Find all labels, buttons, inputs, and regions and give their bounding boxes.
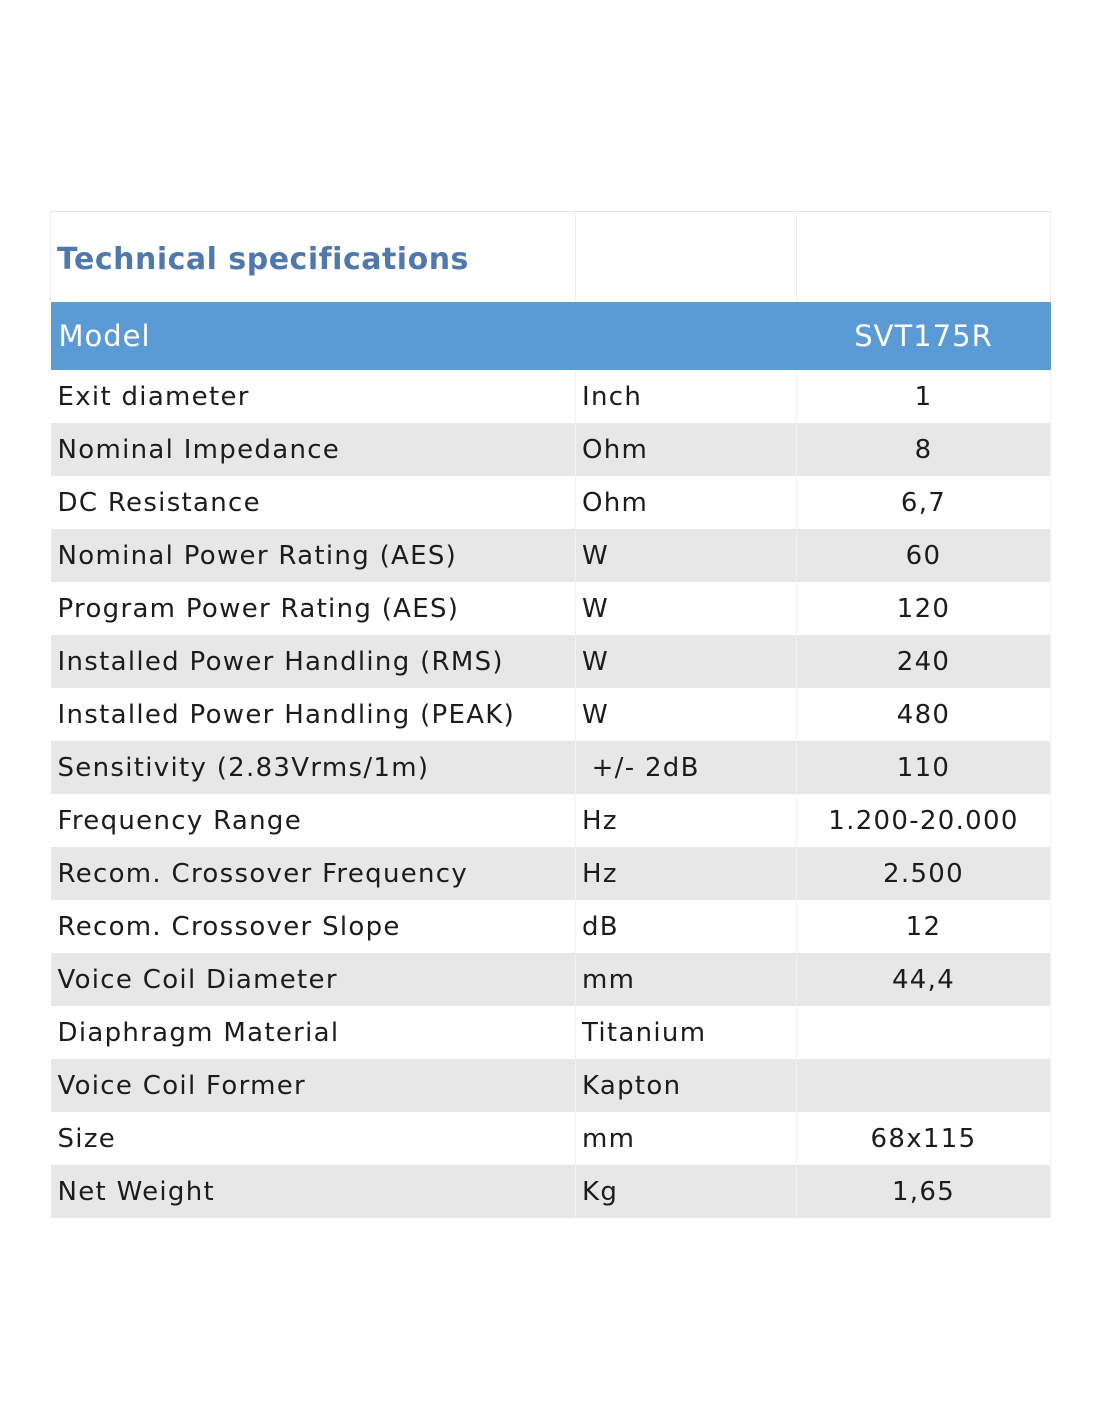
parameter-unit	[576, 1112, 797, 1165]
unit-text: Kapton	[582, 1070, 682, 1101]
parameter-value: 2.500	[797, 847, 1051, 900]
parameter-name: Program Power Rating (AES)	[51, 582, 576, 635]
table-row	[51, 529, 1051, 582]
parameter-value: 6,7	[797, 476, 1051, 529]
parameter-unit	[576, 529, 797, 582]
table-row	[51, 582, 1051, 635]
unit-text: W	[582, 540, 610, 571]
parameter-name: Sensitivity (2.83Vrms/1m)	[51, 741, 576, 794]
parameter-name: Installed Power Handling (PEAK)	[51, 688, 576, 741]
parameter-unit	[576, 582, 797, 635]
parameter-unit	[576, 370, 797, 423]
parameter-value: 1,65	[797, 1165, 1051, 1218]
table-row	[51, 900, 1051, 953]
unit-text: mm	[582, 964, 636, 995]
parameter-name: Frequency Range	[51, 794, 576, 847]
parameter-value: 480	[797, 688, 1051, 741]
table-row	[51, 370, 1051, 423]
parameter-name: Nominal Power Rating (AES)	[51, 529, 576, 582]
table-row	[51, 741, 1051, 794]
parameter-unit	[576, 688, 797, 741]
parameter-unit	[576, 1165, 797, 1218]
parameter-unit	[576, 1059, 797, 1112]
table-row	[51, 635, 1051, 688]
parameter-value: 60	[797, 529, 1051, 582]
unit-text: W	[582, 646, 610, 677]
unit-text: +/- 2dB	[582, 752, 700, 783]
parameter-value	[797, 1059, 1051, 1112]
parameter-value	[797, 1006, 1051, 1059]
spec-table	[50, 211, 1051, 1218]
parameter-name: Nominal Impedance	[51, 423, 576, 476]
parameter-value: 120	[797, 582, 1051, 635]
parameter-value: 44,4	[797, 953, 1051, 1006]
unit-text: Ohm	[582, 434, 649, 465]
parameter-name: Voice Coil Former	[51, 1059, 576, 1112]
table-row	[51, 847, 1051, 900]
table-row	[51, 476, 1051, 529]
table-row	[51, 688, 1051, 741]
parameter-unit	[576, 847, 797, 900]
table-row	[51, 423, 1051, 476]
parameter-unit	[576, 476, 797, 529]
title-empty-cell	[797, 212, 1051, 303]
model-label: Model	[51, 302, 576, 370]
parameter-value: 1	[797, 370, 1051, 423]
parameter-value: 1.200-20.000	[797, 794, 1051, 847]
model-empty-cell	[576, 302, 797, 370]
parameter-name: Size	[51, 1112, 576, 1165]
title-empty-cell	[576, 212, 797, 303]
table-row	[51, 1165, 1051, 1218]
model-header-row	[51, 302, 1051, 370]
unit-text: Ohm	[582, 487, 649, 518]
table-row	[51, 1059, 1051, 1112]
title-row	[51, 212, 1051, 303]
parameter-value: 110	[797, 741, 1051, 794]
parameter-value: 8	[797, 423, 1051, 476]
parameter-name: Installed Power Handling (RMS)	[51, 635, 576, 688]
parameter-name: Recom. Crossover Slope	[51, 900, 576, 953]
parameter-value: 12	[797, 900, 1051, 953]
parameter-unit	[576, 1006, 797, 1059]
parameter-unit	[576, 900, 797, 953]
parameter-name: DC Resistance	[51, 476, 576, 529]
unit-text: Inch	[582, 381, 643, 412]
parameter-unit	[576, 741, 797, 794]
parameter-name: Net Weight	[51, 1165, 576, 1218]
table-title: Technical specifications	[51, 212, 576, 303]
parameter-name: Exit diameter	[51, 370, 576, 423]
table-row	[51, 794, 1051, 847]
table-row	[51, 1112, 1051, 1165]
parameter-unit	[576, 953, 797, 1006]
unit-text: W	[582, 699, 610, 730]
parameter-name: Diaphragm Material	[51, 1006, 576, 1059]
parameter-value: 68x115	[797, 1112, 1051, 1165]
unit-text: mm	[582, 1123, 636, 1154]
parameter-unit	[576, 423, 797, 476]
unit-text: Titanium	[582, 1017, 707, 1048]
parameter-name: Recom. Crossover Frequency	[51, 847, 576, 900]
parameter-unit	[576, 635, 797, 688]
parameter-value: 240	[797, 635, 1051, 688]
unit-text: Hz	[582, 805, 618, 836]
table-row	[51, 953, 1051, 1006]
unit-text: Hz	[582, 858, 618, 889]
unit-text: Kg	[582, 1176, 619, 1207]
parameter-name: Voice Coil Diameter	[51, 953, 576, 1006]
table-row	[51, 1006, 1051, 1059]
unit-text: dB	[582, 911, 619, 942]
parameter-unit	[576, 794, 797, 847]
unit-text: W	[582, 593, 610, 624]
model-value: SVT175R	[797, 302, 1051, 370]
